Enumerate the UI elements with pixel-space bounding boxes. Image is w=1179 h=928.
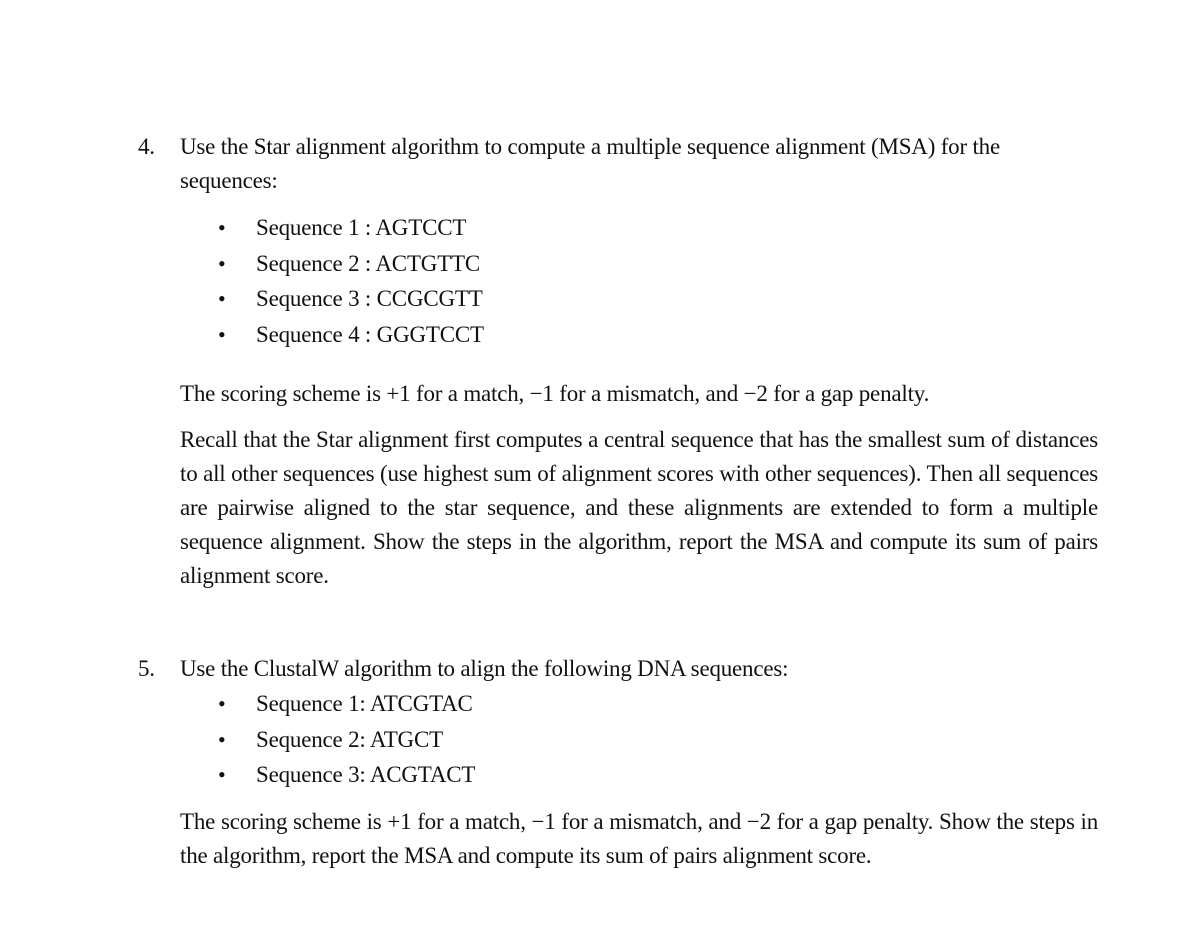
sequence-label: Sequence 2: ATGCT [256, 726, 443, 752]
list-item [214, 317, 914, 353]
question-4-scoring-text: The scoring scheme is +1 for a match, −1 for a mismatch, and −2 for a gap penalty. [180, 381, 930, 406]
list-item [214, 722, 914, 758]
sequence-label: Sequence 3 : CCGCGTT [256, 286, 483, 311]
question-4-prompt: Use the Star alignment algorithm to compute a multiple sequence alignment (MSA) for the sequences: [180, 134, 1000, 193]
list-item [214, 281, 914, 317]
bullet-icon: • [218, 762, 226, 787]
sequence-label: Sequence 3: ACGTACT [256, 762, 476, 787]
bullet-icon: • [218, 726, 226, 752]
bullet-icon: • [218, 691, 226, 716]
question-5-scoring-paragraph: The scoring scheme is +1 for a match, −1 for a mismatch, and −2 for a gap penalty. Show the steps in the algorithm, report the MSA and compute its sum of pairs alignment score. [180, 809, 1098, 868]
bullet-icon: • [218, 321, 226, 347]
list-item [214, 757, 914, 793]
question-4-sequence-list [214, 210, 914, 352]
bullet-icon: • [218, 215, 226, 240]
list-item [214, 246, 914, 282]
list-item [214, 210, 914, 246]
sequence-label: Sequence 4 : GGGTCCT [256, 321, 484, 347]
bullet-icon: • [218, 286, 226, 311]
question-5-prompt: Use the ClustalW algorithm to align the following DNA sequences: [180, 656, 789, 681]
sequence-label: Sequence 2 : ACTGTTC [256, 250, 481, 276]
list-item [214, 686, 914, 722]
question-5-number: 5. [138, 656, 155, 681]
question-4-number: 4. [138, 134, 155, 159]
question-5-sequence-list [214, 686, 914, 793]
sequence-label: Sequence 1: ATCGTAC [256, 691, 473, 716]
sequence-label: Sequence 1 : AGTCCT [256, 215, 467, 240]
bullet-icon: • [218, 250, 226, 276]
question-4-recall-paragraph: Recall that the Star alignment first computes a central sequence that has the smallest sum of distances to all other sequences (use highest sum of alignment scores with other sequences). Then all sequences are pairwise aligned to the star sequence, and these alignments are extended to form a multiple sequence alignment. Show the steps in the algorithm, report the MSA and compute its sum of pairs alignment score. [180, 427, 1098, 588]
